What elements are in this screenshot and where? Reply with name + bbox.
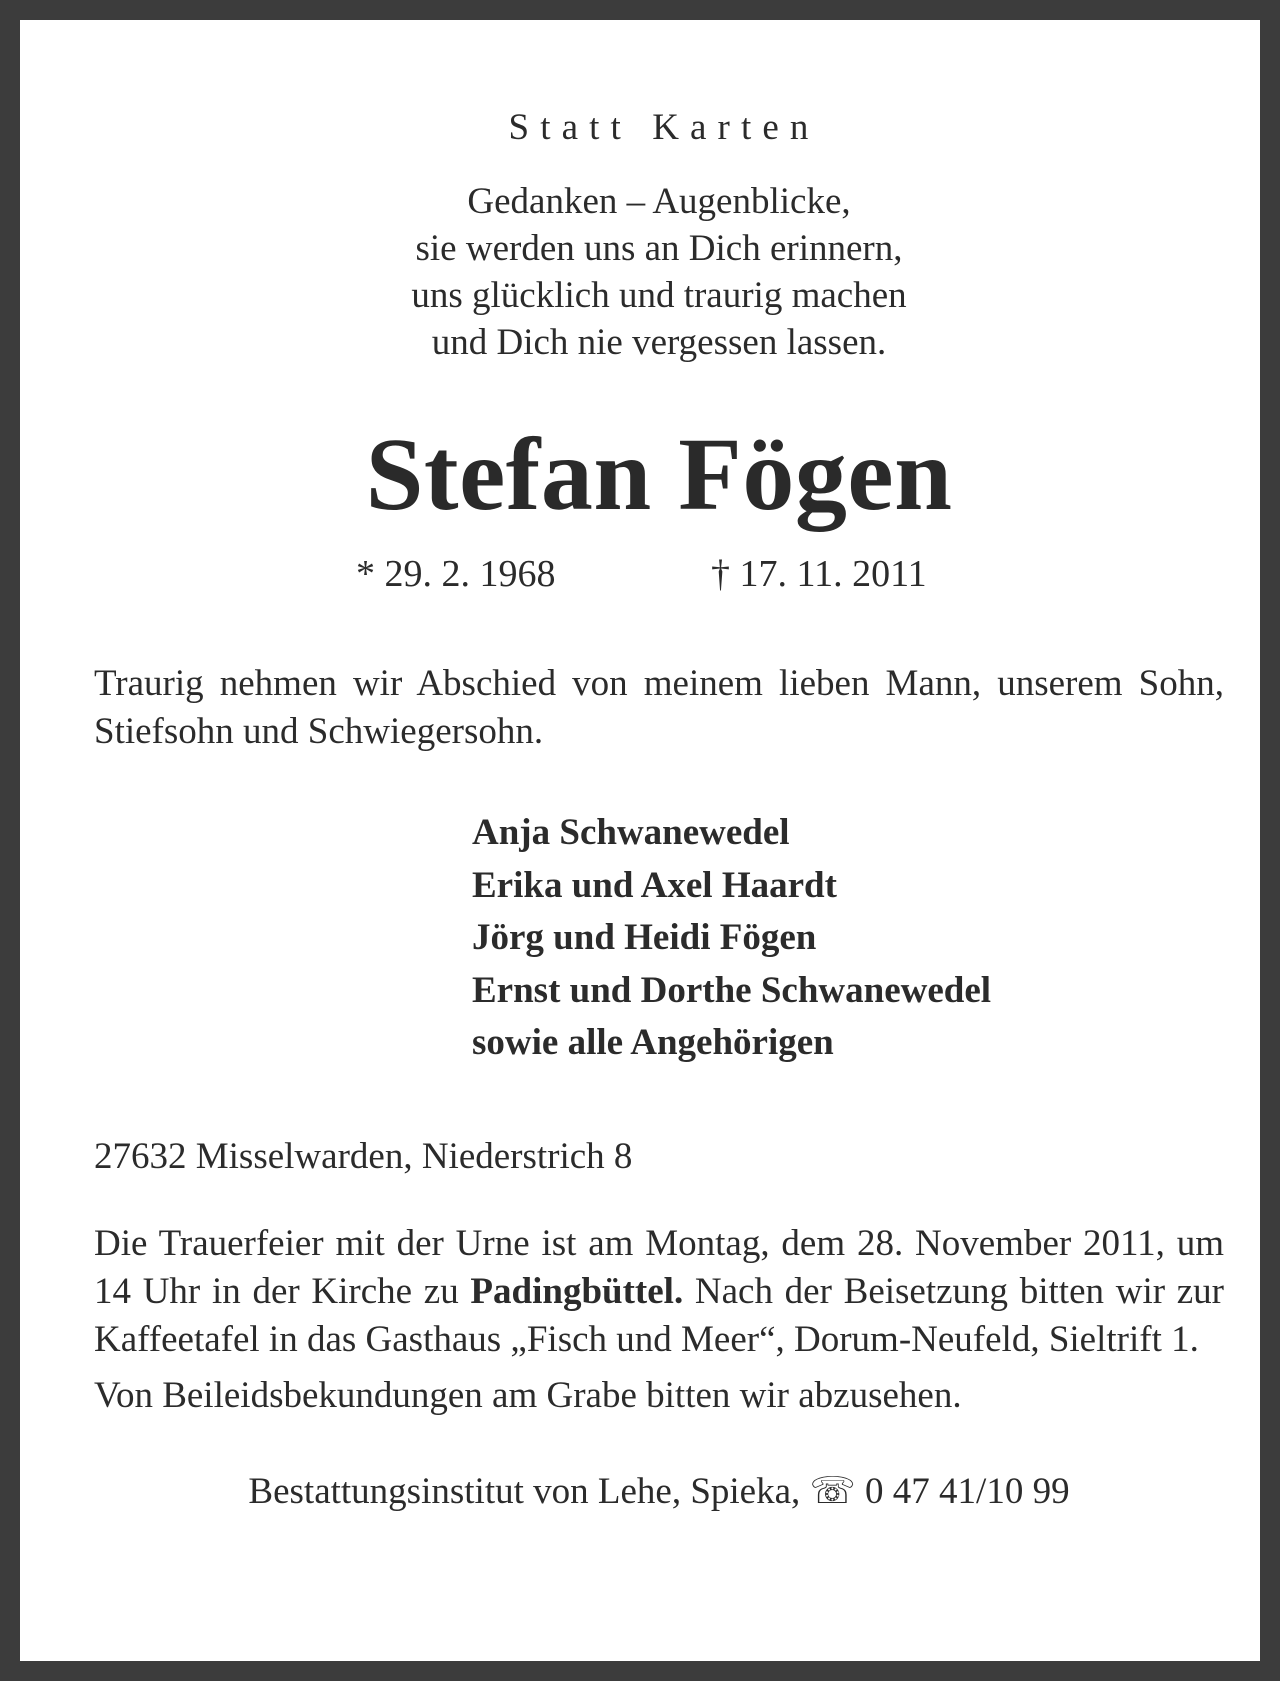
- verse-line: uns glücklich und traurig machen: [411, 275, 907, 316]
- birth-date: * 29. 2. 1968: [356, 553, 556, 595]
- verse-line: Gedanken – Augenblicke,: [467, 181, 851, 222]
- deceased-name: Stefan Fögen: [365, 417, 953, 532]
- mourner: sowie alle Angehörigen: [472, 1022, 834, 1063]
- verse: [94, 178, 1224, 366]
- ceremony-text-after: Nach der Beisetzung bitten wir zur Kaffeetafel in das Gasthaus „Fisch und Meer“, Dorum-Neufeld, Sieltrift 1.: [94, 1270, 1224, 1360]
- notice-content: [94, 98, 1224, 1516]
- death-date: † 17. 11. 2011: [711, 553, 927, 595]
- ceremony-place: Padingbüttel.: [470, 1270, 684, 1312]
- family-address: 27632 Misselwarden, Niederstrich 8: [94, 1135, 633, 1177]
- ceremony-text: [94, 1220, 1224, 1364]
- mourners-list: [472, 807, 1224, 1070]
- mourner: Erika und Axel Haardt: [472, 864, 837, 906]
- farewell-text: Traurig nehmen wir Abschied von meinem lieben Mann, unserem Sohn, Stiefsohn und Schwiegersohn.: [94, 663, 1224, 752]
- ceremony-text-before: Die Trauerfeier mit der Urne ist am Montag, dem 28. November 2011, um 14 Uhr in der Kirche zu: [94, 1222, 1224, 1312]
- notice-heading: Statt Karten: [508, 107, 820, 148]
- mourner: Jörg und Heidi Fögen: [472, 917, 817, 958]
- verse-line: sie werden uns an Dich erinnern,: [415, 228, 903, 269]
- life-dates: [94, 552, 1224, 612]
- mourner: Anja Schwanewedel: [472, 812, 790, 853]
- verse-line: und Dich nie vergessen lassen.: [431, 322, 887, 363]
- condolence-note: Von Beileidsbekundungen am Grabe bitten wir abzusehen.: [94, 1374, 962, 1416]
- mourner: Ernst und Dorthe Schwanewedel: [472, 969, 992, 1011]
- funeral-home: Bestattungsinstitut von Lehe, Spieka, ☏ 0 47 41/10 99: [248, 1470, 1070, 1512]
